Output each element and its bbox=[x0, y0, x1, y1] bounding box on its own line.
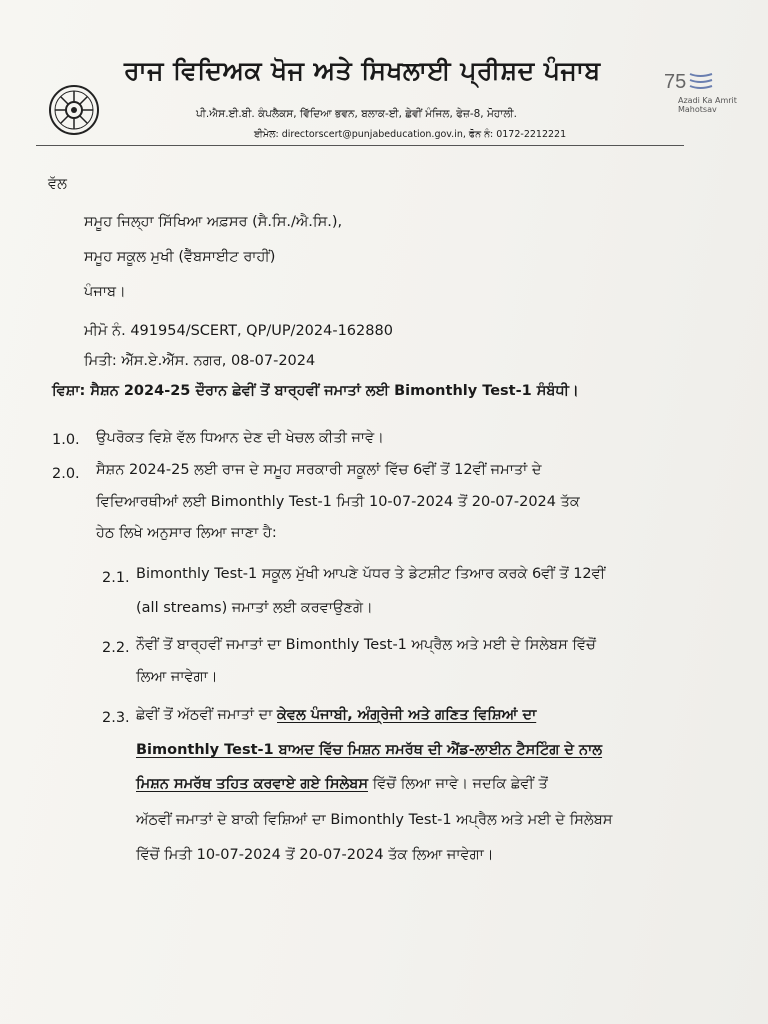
para-2-3-syllabus-emphasis: ਮਿਸ਼ਨ ਸਮਰੱਥ ਤਹਿਤ ਕਰਵਾਏ ਗਏ ਸਿਲੇਬਸ bbox=[136, 776, 368, 792]
para-2-line-1: ਸੈਸ਼ਨ 2024-25 ਲਈ ਰਾਜ ਦੇ ਸਮੂਹ ਸਰਕਾਰੀ ਸਕੂਲਾਂ ਵਿੱਚ 6ਵੀਂ ਤੋਂ 12ਵੀਂ ਜਮਾਤਾਂ ਦੇ bbox=[96, 462, 542, 478]
scert-emblem-icon bbox=[48, 84, 100, 136]
para-2-number: 2.0. bbox=[52, 466, 80, 482]
recipient-line-2: ਸਮੂਹ ਸਕੂਲ ਮੁਖੀ (ਵੈੱਬਸਾਈਟ ਰਾਹੀਂ) bbox=[84, 249, 276, 265]
para-2-3-line-2: Bimonthly Test-1 ਬਾਅਦ ਵਿੱਚ ਮਿਸ਼ਨ ਸਮਰੱਥ ਦੀ ਐਂਡ-ਲਾਈਨ ਟੈਸਟਿੰਗ ਦੇ ਨਾਲ bbox=[136, 742, 603, 758]
para-2-2-number: 2.2. bbox=[102, 640, 130, 656]
memo-number: ਮੀਮੋ ਨੰ. 491954/SCERT, QP/UP/2024-162880 bbox=[84, 323, 393, 339]
para-2-3-number: 2.3. bbox=[102, 710, 130, 726]
para-2-line-2: ਵਿਦਿਆਰਥੀਆਂ ਲਈ Bimonthly Test-1 ਮਿਤੀ 10-07-2024 ਤੋਂ 20-07-2024 ਤੱਕ bbox=[96, 494, 580, 510]
svg-text:75: 75 bbox=[664, 71, 687, 93]
para-1-number: 1.0. bbox=[52, 432, 80, 448]
recipient-line-3: ਪੰਜਾਬ। bbox=[84, 284, 126, 300]
institution-contact: ਈਮੇਲ: directorscert@punjabeducation.gov.in, ਫੋਨ ਨੰ: 0172-2212221 bbox=[254, 129, 567, 140]
para-2-3-line-4: ਅੱਠਵੀਂ ਜਮਾਤਾਂ ਦੇ ਬਾਕੀ ਵਿਸ਼ਿਆਂ ਦਾ Bimonthly Test-1 ਅਪ੍ਰੈਲ ਅਤੇ ਮਈ ਦੇ ਸਿਲੇਬਸ bbox=[136, 812, 613, 828]
subject-line bbox=[52, 383, 579, 399]
para-2-3-line-1-intro: ਛੇਵੀਂ ਤੋਂ ਅੱਠਵੀਂ ਜਮਾਤਾਂ ਦਾ bbox=[136, 707, 278, 723]
para-1-text: ਉਪਰੋਕਤ ਵਿਸ਼ੇ ਵੱਲ ਧਿਆਨ ਦੇਣ ਦੀ ਖੇਚਲ ਕੀਤੀ ਜਾਵੇ। bbox=[96, 430, 384, 446]
para-2-2-line-1: ਨੌਵੀਂ ਤੋਂ ਬਾਰ੍ਹਵੀਂ ਜਮਾਤਾਂ ਦਾ Bimonthly Test-1 ਅਪ੍ਰੈਲ ਅਤੇ ਮਈ ਦੇ ਸਿਲੇਬਸ ਵਿੱਚੋਂ bbox=[136, 637, 596, 653]
recipient-line-1: ਸਮੂਹ ਜਿਲ੍ਹਾ ਸਿੱਖਿਆ ਅਫ਼ਸਰ (ਸੈ.ਸਿ./ਐ.ਸਿ.), bbox=[84, 214, 343, 230]
institution-address: ਪੀ.ਐਸ.ਈ.ਬੀ. ਕੰਪਲੈਕਸ, ਵਿੱਦਿਆ ਭਵਨ, ਬਲਾਕ-ਈ, ਛੇਵੀਂ ਮੰਜਿਲ, ਫੇਜ਼-8, ਮੋਹਾਲੀ. bbox=[196, 108, 517, 120]
institution-title: ਰਾਜ ਵਿਦਿਅਕ ਖੋਜ ਅਤੇ ਸਿਖਲਾਈ ਪ੍ਰੀਸ਼ਦ ਪੰਜਾਬ bbox=[124, 56, 601, 85]
para-2-2-line-2: ਲਿਆ ਜਾਵੇਗਾ। bbox=[136, 669, 218, 685]
para-2-line-3: ਹੇਠ ਲਿਖੇ ਅਨੁਸਾਰ ਲਿਆ ਜਾਣਾ ਹੈ: bbox=[96, 525, 277, 541]
subject-text: ਸੈਸ਼ਨ 2024-25 ਦੌਰਾਨ ਛੇਵੀਂ ਤੋਂ ਬਾਰ੍ਹਵੀਂ ਜਮਾਤਾਂ ਲਈ Bimonthly Test-1 ਸੰਬੰਧੀ। bbox=[90, 383, 579, 399]
para-2-3-line-1 bbox=[136, 707, 536, 723]
header-divider bbox=[36, 145, 684, 146]
para-2-3-subjects-emphasis: ਕੇਵਲ ਪੰਜਾਬੀ, ਅੰਗ੍ਰੇਜੀ ਅਤੇ ਗਣਿਤ ਵਿਸ਼ਿਆਂ ਦਾ bbox=[277, 707, 537, 723]
para-2-3-line-3-rest: ਵਿੱਚੋਂ ਲਿਆ ਜਾਵੇ। ਜਦਕਿ ਛੇਵੀਂ ਤੋਂ bbox=[368, 776, 548, 792]
subject-label: ਵਿਸ਼ਾ: bbox=[52, 383, 86, 399]
para-2-1-line-2: (all streams) ਜਮਾਤਾਂ ਲਈ ਕਰਵਾਉਣਗੇ। bbox=[136, 600, 373, 616]
para-2-1-number: 2.1. bbox=[102, 570, 130, 586]
to-label: ਵੱਲ bbox=[48, 176, 67, 192]
memo-date: ਮਿਤੀ: ਐੱਸ.ਏ.ਐੱਸ. ਨਗਰ, 08-07-2024 bbox=[84, 353, 316, 369]
para-2-1-line-1: Bimonthly Test-1 ਸਕੂਲ ਮੁੱਖੀ ਆਪਣੇ ਪੱਧਰ ਤੇ ਡੇਟਸ਼ੀਟ ਤਿਆਰ ਕਰਕੇ 6ਵੀਂ ਤੋਂ 12ਵੀਂ bbox=[136, 566, 606, 582]
amrit-mahotsav-text: Azadi Ka Amrit Mahotsav bbox=[678, 96, 737, 114]
para-2-3-line-5: ਵਿੱਚੋਂ ਮਿਤੀ 10-07-2024 ਤੋਂ 20-07-2024 ਤੱਕ ਲਿਆ ਜਾਵੇਗਾ। bbox=[136, 847, 494, 863]
para-2-3-line-3 bbox=[136, 776, 548, 792]
